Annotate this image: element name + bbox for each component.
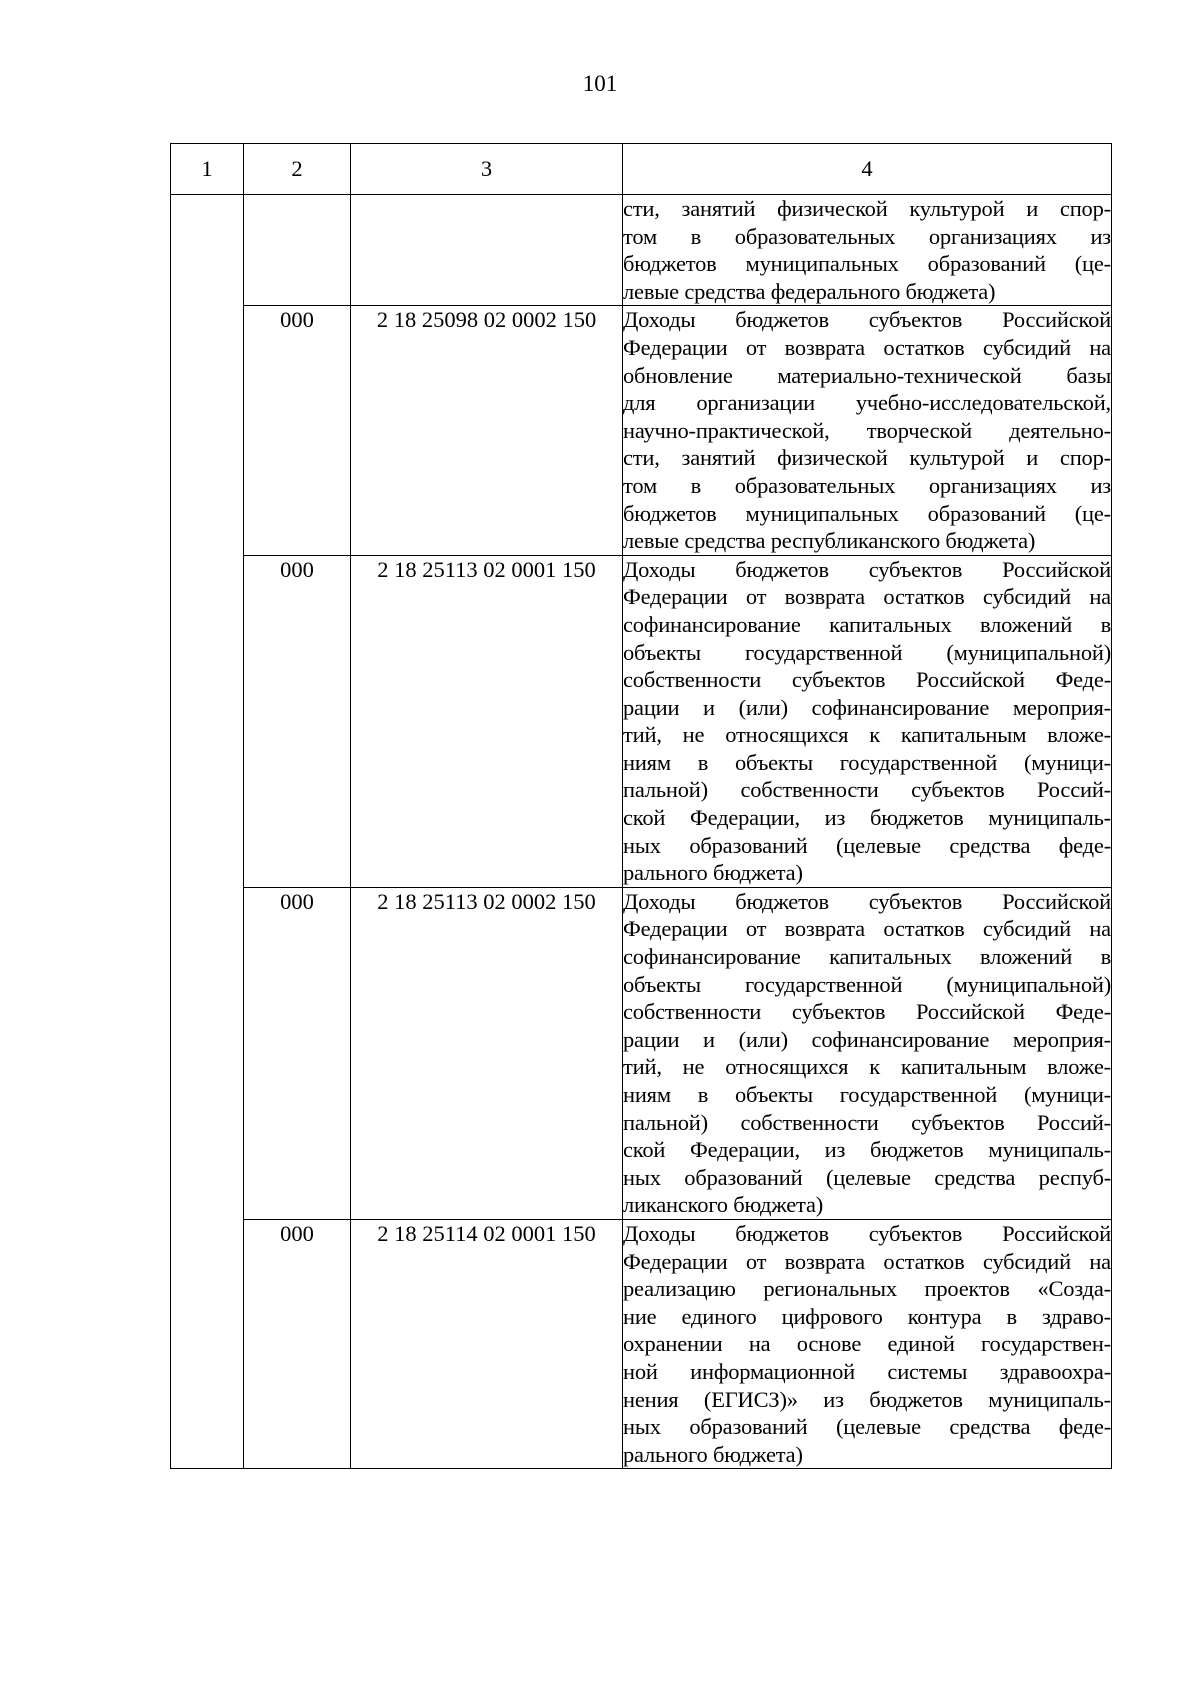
- page-number: 101: [582, 71, 618, 96]
- table-row: [171, 306, 1112, 555]
- col1-cell: [171, 195, 244, 1469]
- description-line: ние единого цифрового контура в здраво-: [623, 1303, 1111, 1329]
- description-line: научно-практической, творческой деятельно-: [623, 417, 1111, 443]
- header-col-4: 4: [623, 144, 1112, 195]
- description-line: рации и (или) софинансирование мероприя-: [623, 694, 1111, 720]
- description-line: обновление материально-технической базы: [623, 362, 1111, 388]
- description-line: собственности субъектов Российской Феде-: [623, 999, 1111, 1025]
- description-line: сти, занятий физической культурой и спор-: [623, 196, 1111, 221]
- description-line: рального бюджета): [623, 860, 803, 886]
- description-line: ской Федерации, из бюджетов муниципаль-: [623, 1137, 1111, 1163]
- description-cell: [623, 887, 1112, 1219]
- description-line: объекты государственной (муниципальной): [623, 639, 1111, 665]
- description-line: Доходы бюджетов субъектов Российской: [623, 888, 1111, 914]
- description-line: собственности субъектов Российской Феде-: [623, 667, 1111, 693]
- description-line: левые средства федерального бюджета): [623, 278, 996, 304]
- budget-code-cell: 2 18 25113 02 0001 150: [351, 555, 623, 887]
- header-col-3: 3: [351, 144, 623, 195]
- description-line: тий, не относящихся к капитальным вложе-: [623, 1054, 1111, 1080]
- description-line: Федерации от возврата остатков субсидий на: [623, 334, 1111, 360]
- header-col-1: 1: [171, 144, 244, 195]
- description-line: ниям в объекты государственной (муници-: [623, 749, 1111, 775]
- admin-code-cell: [244, 195, 351, 306]
- description-cell: [623, 306, 1112, 555]
- table-row: [171, 1219, 1112, 1468]
- description-line: тий, не относящихся к капитальным вложе-: [623, 722, 1111, 748]
- description-cell: [623, 1219, 1112, 1468]
- description-line: Доходы бюджетов субъектов Российской: [623, 556, 1111, 582]
- description-line: софинансирование капитальных вложений в: [623, 944, 1111, 970]
- description-line: Доходы бюджетов субъектов Российской: [623, 1220, 1111, 1246]
- description-line: ных образований (целевые средства феде-: [623, 1414, 1111, 1440]
- description-line: охранении на основе единой государствен-: [623, 1331, 1111, 1357]
- description-line: для организации учебно-исследовательской,: [623, 390, 1111, 416]
- admin-code-cell: 000: [244, 1219, 351, 1468]
- description-line: пальной) собственности субъектов Россий-: [623, 777, 1111, 803]
- description-line: рации и (или) софинансирование мероприя-: [623, 1026, 1111, 1052]
- description-line: бюджетов муниципальных образований (це-: [623, 251, 1111, 277]
- admin-code-cell: 000: [244, 306, 351, 555]
- admin-code-cell: 000: [244, 555, 351, 887]
- description-line: софинансирование капитальных вложений в: [623, 611, 1111, 637]
- header-col-2: 2: [244, 144, 351, 195]
- admin-code-cell: 000: [244, 887, 351, 1219]
- description-line: ниям в объекты государственной (муници-: [623, 1082, 1111, 1107]
- description-line: сти, занятий физической культурой и спор-: [623, 445, 1111, 471]
- description-line: нения (ЕГИСЗ)» из бюджетов муниципаль-: [623, 1386, 1111, 1412]
- description-line: Доходы бюджетов субъектов Российской: [623, 307, 1111, 333]
- description-line: ликанского бюджета): [623, 1192, 824, 1218]
- description-line: ной информационной системы здравоохра-: [623, 1358, 1111, 1384]
- description-cell: [623, 195, 1112, 306]
- description-line: том в образовательных организациях из: [623, 472, 1111, 498]
- description-line: левые средства республиканского бюджета): [623, 528, 1036, 554]
- budget-codes-table: [170, 143, 1112, 1469]
- budget-code-cell: [351, 195, 623, 306]
- description-line: рального бюджета): [623, 1441, 803, 1467]
- description-line: бюджетов муниципальных образований (це-: [623, 500, 1111, 526]
- description-line: том в образовательных организациях из: [623, 223, 1111, 249]
- budget-code-cell: 2 18 25114 02 0001 150: [351, 1219, 623, 1468]
- description-line: Федерации от возврата остатков субсидий на: [623, 1248, 1111, 1274]
- description-line: Федерации от возврата остатков субсидий на: [623, 584, 1111, 610]
- budget-code-cell: 2 18 25098 02 0002 150: [351, 306, 623, 555]
- description-line: ных образований (целевые средства респуб-: [623, 1164, 1111, 1190]
- description-line: ской Федерации, из бюджетов муниципаль-: [623, 805, 1111, 831]
- description-cell: [623, 555, 1112, 887]
- description-line: пальной) собственности субъектов Россий-: [623, 1109, 1111, 1135]
- budget-code-cell: 2 18 25113 02 0002 150: [351, 887, 623, 1219]
- description-line: реализацию региональных проектов «Созда-: [623, 1276, 1111, 1302]
- description-line: ных образований (целевые средства феде-: [623, 832, 1111, 858]
- table-header-row: [171, 144, 1112, 195]
- description-line: объекты государственной (муниципальной): [623, 971, 1111, 997]
- description-line: Федерации от возврата остатков субсидий на: [623, 916, 1111, 942]
- table-row: [171, 555, 1112, 887]
- table-row: [171, 195, 1112, 306]
- table-row: [171, 887, 1112, 1219]
